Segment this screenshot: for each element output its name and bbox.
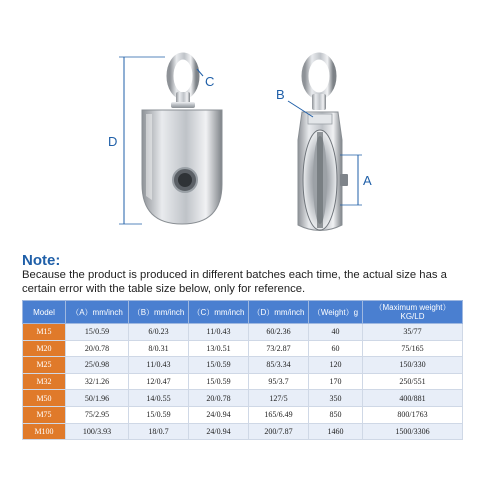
cell-d: 200/7.87 [249,423,309,440]
header-a: （A）mm/inch [66,301,129,324]
cell-model: M15 [23,324,66,341]
label-b: B [276,87,285,102]
cell-c: 15/0.59 [189,373,249,390]
pulley-front-view [108,56,222,224]
top-bracket [308,114,332,124]
cell-max-weight: 400/881 [363,390,463,407]
cell-weight: 120 [309,357,363,374]
spec-table [22,300,463,440]
swivel-eye-side [305,56,333,110]
header-model: Model [23,301,66,324]
cell-max-weight: 150/330 [363,357,463,374]
cell-c: 24/0.94 [189,423,249,440]
cell-max-weight: 250/551 [363,373,463,390]
cell-d: 60/2.36 [249,324,309,341]
axle-bolt [340,174,348,186]
cell-d: 73/2.87 [249,340,309,357]
cell-weight: 170 [309,373,363,390]
header-b: （B）mm/inch [129,301,189,324]
swivel-eye-front [170,56,196,108]
cell-b: 15/0.59 [129,406,189,423]
cell-model: M32 [23,373,66,390]
table-header-row [23,301,463,324]
header-c: （C）mm/inch [189,301,249,324]
header-d: （D）mm/inch [249,301,309,324]
cell-c: 11/0.43 [189,324,249,341]
note-title: Note: [22,252,61,269]
cell-max-weight: 800/1763 [363,406,463,423]
cell-max-weight: 75/165 [363,340,463,357]
cell-a: 20/0.78 [66,340,129,357]
axle-hole-highlight [178,173,192,187]
cell-d: 85/3.34 [249,357,309,374]
cell-weight: 60 [309,340,363,357]
cell-b: 11/0.43 [129,357,189,374]
cell-d: 95/3.7 [249,373,309,390]
cell-weight: 40 [309,324,363,341]
label-d: D [108,134,118,149]
cell-b: 8/0.31 [129,340,189,357]
side-plate [142,110,222,224]
header-max-weight: （Maximum weight）KG/LD [363,301,463,324]
cell-a: 15/0.59 [66,324,129,341]
cell-weight: 350 [309,390,363,407]
cell-weight: 1460 [309,423,363,440]
table-row [23,406,463,423]
cell-c: 24/0.94 [189,406,249,423]
cell-a: 25/0.98 [66,357,129,374]
cell-max-weight: 1500/3306 [363,423,463,440]
cell-model: M100 [23,423,66,440]
table-row [23,340,463,357]
cell-a: 32/1.26 [66,373,129,390]
sheave-wheel [303,130,337,230]
cell-a: 50/1.96 [66,390,129,407]
table-row [23,324,463,341]
note-text: Because the product is produced in different batches each time, the actual size has a certain error with the table size below, only for reference. [22,269,447,295]
cell-b: 12/0.47 [129,373,189,390]
dimension-c [197,69,214,89]
cell-b: 14/0.55 [129,390,189,407]
table-row [23,423,463,440]
header-weight: （Weight）g [309,301,363,324]
label-a: A [363,173,372,188]
cell-model: M75 [23,406,66,423]
cell-model: M25 [23,357,66,374]
cell-b: 6/0.23 [129,324,189,341]
table-row [23,373,463,390]
table-row [23,357,463,374]
cell-c: 15/0.59 [189,357,249,374]
table-row [23,390,463,407]
cell-c: 13/0.51 [189,340,249,357]
cell-d: 127/5 [249,390,309,407]
cell-b: 18/0.7 [129,423,189,440]
cell-a: 100/3.93 [66,423,129,440]
cell-d: 165/6.49 [249,406,309,423]
cell-max-weight: 35/77 [363,324,463,341]
label-c: C [205,74,215,89]
pulley-side-view [276,56,372,231]
cell-a: 75/2.95 [66,406,129,423]
cell-weight: 850 [309,406,363,423]
cell-model: M20 [23,340,66,357]
cell-model: M50 [23,390,66,407]
cell-c: 20/0.78 [189,390,249,407]
